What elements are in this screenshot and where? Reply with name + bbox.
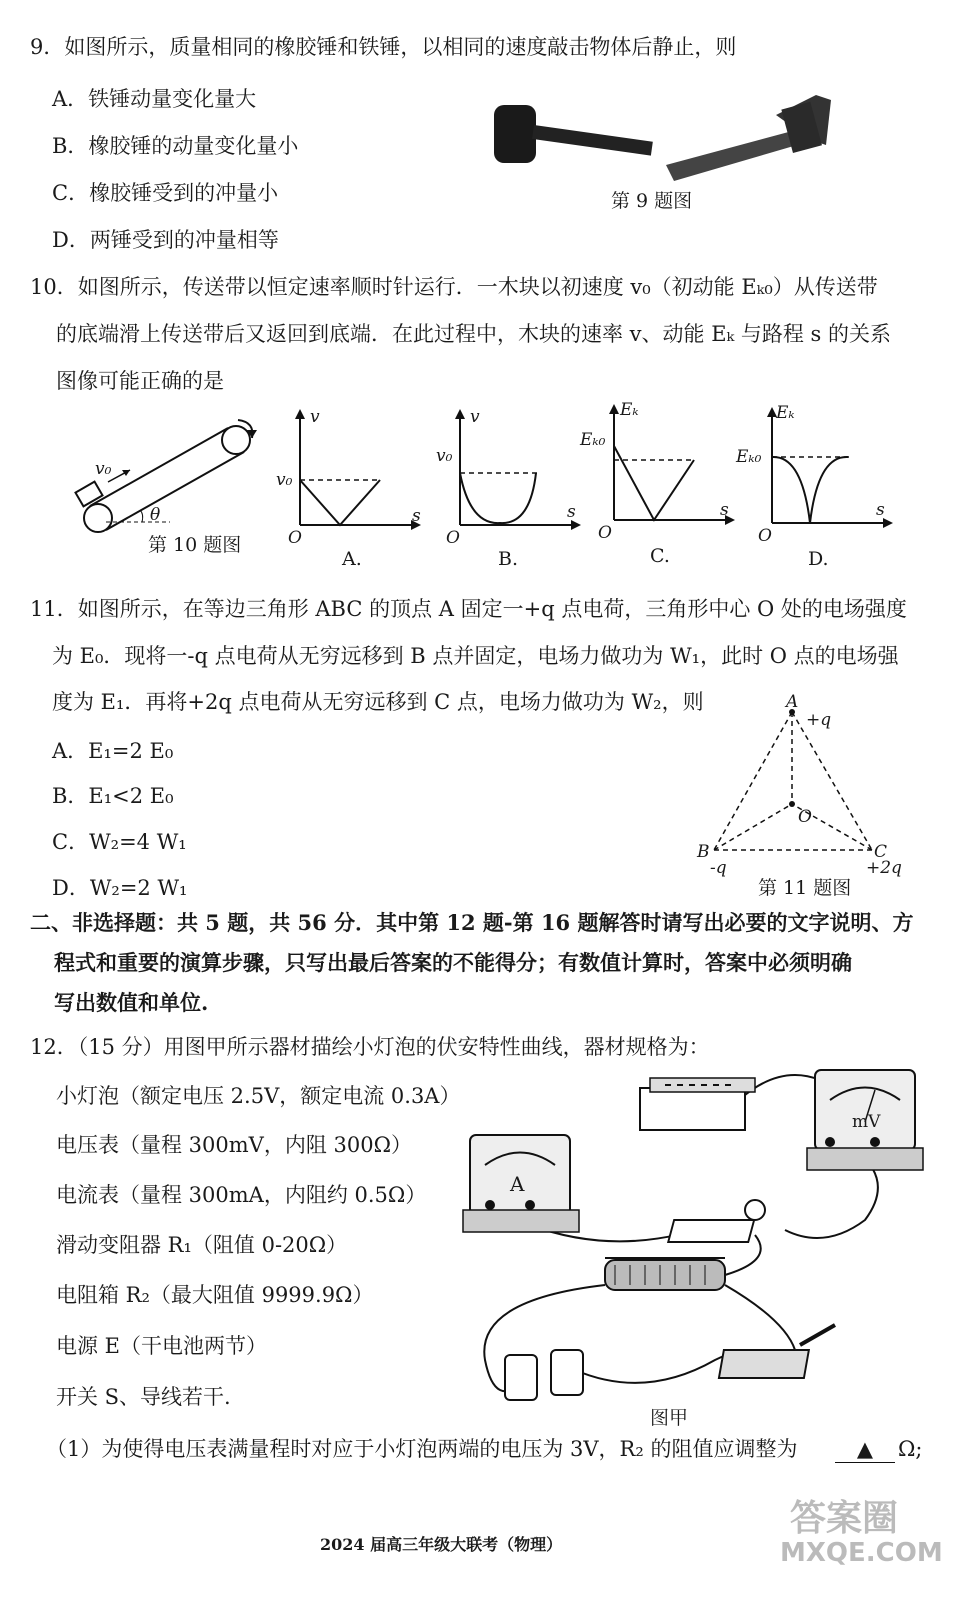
graph-c-y0: Eₖ₀ <box>580 430 606 450</box>
answer-blank-marker: ▲ <box>856 1437 874 1461</box>
q10-line2: 的底端滑上传送带后又返回到底端．在此过程中，木块的速率 v、动能 Eₖ 与路程 s 的关系 <box>56 322 892 346</box>
q12-item-4: 滑动变阻器 R₁（阻值 0-20Ω） <box>56 1233 348 1257</box>
page-footer: 2024 届高三年级大联考（物理） <box>320 1535 563 1554</box>
q12-item-1: 小灯泡（额定电压 2.5V，额定电流 0.3A） <box>56 1084 461 1108</box>
graph-c-xaxis: s <box>720 500 729 520</box>
section2-line1: 二、非选择题：共 5 题，共 56 分．其中第 12 题-第 16 题解答时请写出必要的文字说明、方 <box>30 910 914 935</box>
graph-c-letter: C. <box>650 545 670 567</box>
graph-b-y0: v₀ <box>436 446 453 466</box>
q12-figure-caption: 图甲 <box>650 1407 689 1429</box>
q12-item-7: 开关 S、导线若干. <box>56 1385 231 1409</box>
section2-line2: 程式和重要的演算步骤，只写出最后答案的不能得分；有数值计算时，答案中必须明确 <box>54 950 852 975</box>
q12-item-3: 电流表（量程 300mA，内阻约 0.5Ω） <box>56 1183 427 1207</box>
triangle-charge-a: +q <box>806 710 832 730</box>
triangle-label-b: B <box>697 842 710 862</box>
switch <box>719 1325 835 1378</box>
triangle-charge-c: +2q <box>866 858 902 878</box>
ammeter-label: A <box>510 1172 525 1196</box>
q10-line3: 图像可能正确的是 <box>56 369 224 393</box>
graph-b-xaxis: s <box>567 502 576 522</box>
graph-d-yaxis: Eₖ <box>776 403 795 423</box>
conveyor-v0-label: v₀ <box>95 459 112 479</box>
q12-item-5: 电阻箱 R₂（最大阻值 9999.9Ω） <box>56 1283 374 1307</box>
q9-stem: 9．如图所示，质量相同的橡胶锤和铁锤，以相同的速度敲击物体后静止，则 <box>30 35 737 59</box>
q9-option-d: D．两锤受到的冲量相等 <box>52 228 279 252</box>
voltmeter-label: mV <box>852 1112 881 1132</box>
triangle-label-o: O <box>798 807 812 827</box>
q11-line3: 度为 E₁．再将+2q 点电荷从无穷远移到 C 点，电场力做功为 W₂，则 <box>52 690 704 714</box>
battery-box <box>640 1078 755 1130</box>
graph-a-xaxis: s <box>412 506 421 526</box>
q10-line1: 10．如图所示，传送带以恒定速率顺时针运行．一木块以初速度 v₀（初动能 Eₖ₀）从传送带 <box>30 275 878 299</box>
graph-b-origin: O <box>446 528 460 548</box>
triangle-charge-b: -q <box>710 858 727 878</box>
graph-d-letter: D. <box>808 548 829 570</box>
graph-b-yaxis: v <box>470 407 480 427</box>
graph-d-xaxis: s <box>876 500 885 520</box>
q12-stem: 12．（15 分）用图甲所示器材描绘小灯泡的伏安特性曲线，器材规格为： <box>30 1035 710 1059</box>
graph-a <box>280 405 430 535</box>
q11-line2: 为 E₀．现将一-q 点电荷从无穷远移到 B 点并固定，电场力做功为 W₁，此时 O 点的电场强 <box>52 644 899 668</box>
triangle-label-a: A <box>786 692 799 712</box>
graph-b-letter: B. <box>498 548 519 570</box>
q9-caption: 第 9 题图 <box>611 190 693 212</box>
hammer-figure <box>486 85 846 195</box>
q12-sub1-text: （1）为使得电压表满量程时对应于小灯泡两端的电压为 3V，R₂ 的阻值应调整为 <box>46 1437 798 1461</box>
rubber-mallet <box>494 105 653 163</box>
q11-option-d: D．W₂=2 W₁ <box>52 876 188 900</box>
q11-option-a: A．E₁=2 E₀ <box>52 739 174 763</box>
watermark-url: MXQE.COM <box>780 1538 943 1568</box>
dry-cells <box>505 1350 583 1400</box>
section2-line3: 写出数值和单位. <box>54 990 209 1015</box>
claw-hammer <box>666 95 831 181</box>
q11-option-c: C．W₂=4 W₁ <box>52 830 187 854</box>
q9-option-c: C．橡胶锤受到的冲量小 <box>52 181 279 205</box>
triangle-label-c: C <box>874 842 888 862</box>
q12-item-6: 电源 E（干电池两节） <box>56 1334 268 1358</box>
q9-option-b: B．橡胶锤的动量变化量小 <box>52 134 299 158</box>
q10-caption: 第 10 题图 <box>148 534 242 556</box>
graph-c-yaxis: Eₖ <box>620 400 639 420</box>
graph-a-letter: A. <box>342 548 362 570</box>
graph-a-yaxis: v <box>310 407 320 427</box>
q9-option-a: A．铁锤动量变化量大 <box>52 87 257 111</box>
graph-a-y0: v₀ <box>276 470 293 490</box>
q11-line1: 11．如图所示，在等边三角形 ABC 的顶点 A 固定一+q 点电荷，三角形中心 O 处的电场强度 <box>30 597 907 621</box>
q12-sub1-blank <box>835 1436 895 1463</box>
graph-d-origin: O <box>758 526 772 546</box>
q12-sub1-unit: Ω; <box>898 1437 923 1461</box>
q11-caption: 第 11 题图 <box>758 877 852 899</box>
q12-item-2: 电压表（量程 300mV，内阻 300Ω） <box>56 1133 413 1157</box>
watermark-logo: 答案圈 <box>790 1497 899 1539</box>
graph-d-y0: Eₖ₀ <box>736 447 762 467</box>
q11-option-b: B．E₁<2 E₀ <box>52 784 174 808</box>
rheostat <box>605 1258 725 1290</box>
triangle-figure <box>700 700 900 860</box>
graph-c-origin: O <box>598 523 612 543</box>
lamp <box>668 1200 765 1242</box>
conveyor-theta-label: θ <box>150 505 161 525</box>
graph-a-origin: O <box>288 528 302 548</box>
